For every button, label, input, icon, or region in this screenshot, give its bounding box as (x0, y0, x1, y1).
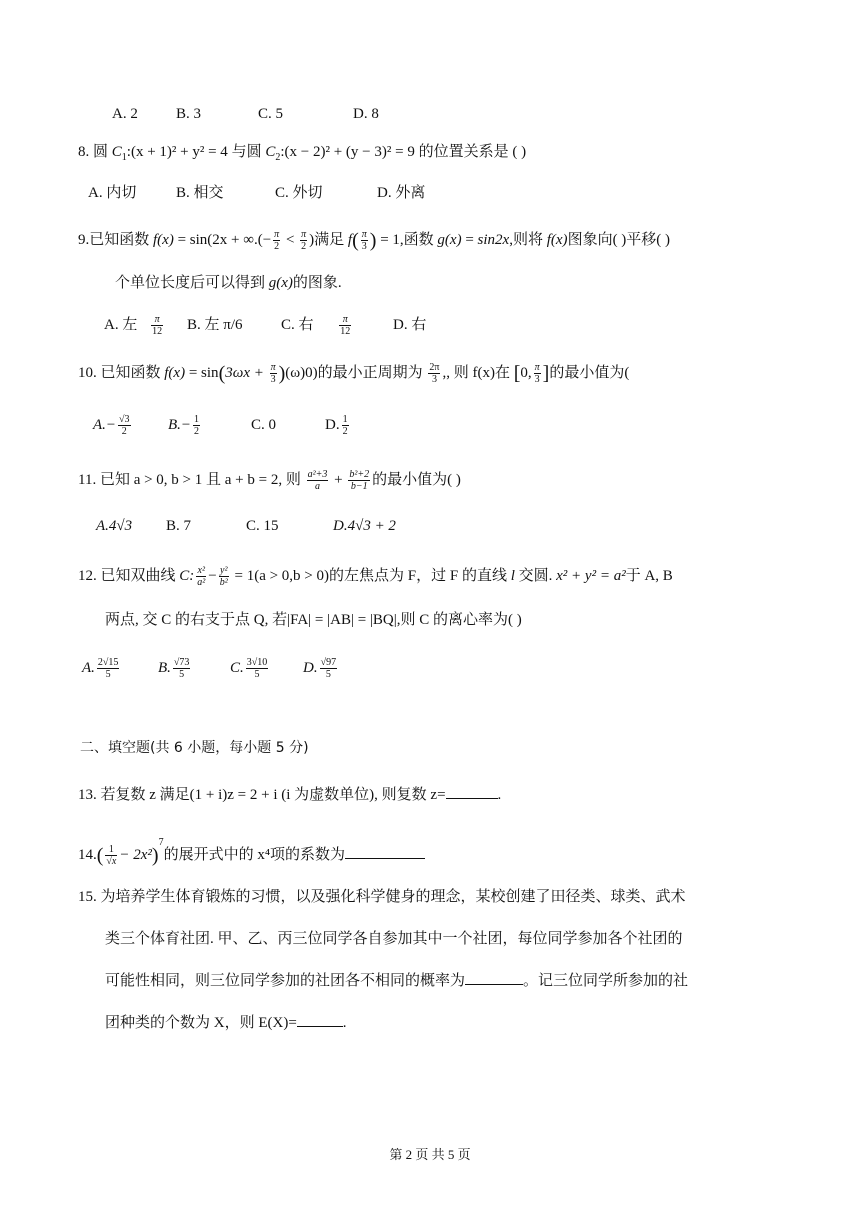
q9-text-2: = sin(2x + ∞.(− (173, 232, 272, 248)
q9-lt: < (282, 232, 299, 248)
q12-l: l (510, 568, 515, 584)
question-13 (78, 784, 501, 806)
q10-opt-b-num: 1 (194, 414, 200, 426)
q11-text-2: 的最小值为( ) (372, 472, 461, 488)
q9-text: 9.已知函数 (78, 232, 154, 248)
q9-option-c-frac (339, 314, 351, 337)
q15-line-2: 类三个体育社团. 甲、乙、丙三位同学各自参加其中一个社团，每位同学参加各个社团的 (105, 931, 683, 947)
q10-frac-num: π (270, 362, 276, 374)
q12-frac-y (219, 565, 229, 588)
q12-opt-d-frac (320, 657, 338, 680)
q12-opt-c-frac (246, 657, 269, 680)
q15-line-4 (105, 1012, 347, 1034)
q12-opt-b-frac (173, 657, 191, 680)
q9-paren-close: ) (369, 229, 377, 252)
q9-paren-open: ( (352, 229, 359, 252)
q7-option-d: D. 8 (353, 106, 379, 122)
q10-opt-d-num: 1 (342, 414, 348, 426)
q12-opt-a-num: 2√15 (97, 657, 119, 669)
q10-bracket-open: [ (513, 362, 521, 385)
q11-option-b: B. 7 (166, 518, 192, 534)
q10-int-den: 3 (534, 374, 540, 386)
q9-option-d: D. 右 (393, 317, 427, 333)
q9-line2-text: 个单位长度后可以得到 (115, 275, 269, 291)
q9-opt-c-num: π (342, 314, 348, 326)
q12-opt-d-label: D. (303, 660, 318, 676)
q9-opt-a-num: π (154, 314, 160, 326)
q10-period-num: 2π (429, 362, 440, 374)
q12-text-2: = 1(a > 0,b > 0)的左焦点为 F，过 F 的直线 (230, 568, 511, 584)
q9-frac-num: π (274, 229, 280, 241)
section-heading-fill-blank: 二、填空题(共 6 小题，每小题 5 分) (80, 740, 309, 756)
q9-text-3: )满足 (309, 232, 348, 248)
q8-text-mid: 与圆 (227, 144, 266, 160)
q12-text-4: 于 A, B (625, 568, 673, 584)
q10-frac-period (428, 362, 440, 385)
q10-option-a-frac (118, 414, 131, 437)
q9-f: f (347, 232, 353, 248)
q9-gx-2: g(x) (268, 275, 293, 291)
q14-label: 14. (78, 847, 97, 863)
q15-line4-text: 团种类的个数为 X，则 E(X)= (105, 1015, 297, 1031)
q8-option-c: C. 外切 (275, 185, 323, 201)
q12-a2: a² (197, 577, 206, 589)
q12-opt-b-num: √73 (173, 657, 190, 669)
q8-c2: C (265, 144, 276, 160)
q15-line-1: 15. 为培养学生体育锻炼的习惯，以及强化科学健身的理念，某校创建了田径类、球类、武术 (78, 889, 686, 905)
q15-line3-text: 可能性相同，则三位同学参加的社团各不相同的概率为 (105, 973, 466, 989)
q10-opt-a-den: 2 (121, 426, 127, 438)
q10-text: 10. 已知函数 (78, 365, 165, 381)
q12-opt-a-den: 5 (105, 669, 111, 681)
q13-answer-blank[interactable] (446, 784, 498, 799)
q9-option-b: B. 左 π/6 (187, 317, 243, 333)
q8-c2-sub: 2 (275, 152, 281, 163)
q15-probability-blank[interactable] (465, 970, 523, 985)
q12-opt-b-label: B. (158, 660, 171, 676)
q14-term: − 2x² (119, 847, 152, 863)
q10-option-b-label: B.− (168, 417, 192, 433)
q10-frac-pi-3 (270, 362, 277, 385)
q12-opt-c-label: C. (230, 660, 244, 676)
q10-zero: 0 (520, 365, 528, 381)
q10-text-3: ,, 则 f(x)在 (442, 365, 514, 381)
question-14 (78, 832, 425, 867)
q9-gx: g(x) (437, 232, 462, 248)
q12-frac-x (196, 565, 206, 588)
q9-frac-den-b: 2 (301, 241, 307, 253)
q9-frac-num-b: π (301, 229, 307, 241)
q9-frac-num-c: π (361, 229, 367, 241)
q10-option-a-label: A.− (93, 417, 117, 433)
q15-expectation-blank[interactable] (297, 1012, 343, 1027)
q10-int-num: π (534, 362, 540, 374)
q10-option-c: C. 0 (251, 417, 277, 433)
q9-option-a-frac (151, 314, 163, 337)
q14-answer-blank[interactable] (345, 844, 425, 859)
q9-frac-den-c: 3 (361, 241, 367, 253)
q12-c: C: (179, 568, 195, 584)
q11-frac1-num: a²+3 (307, 469, 328, 481)
q10-option-a (93, 414, 133, 437)
q10-bracket-close: ] (542, 362, 550, 385)
q11-frac-1 (307, 469, 329, 492)
q8-text-suffix: 的位置关系是 ( ) (414, 144, 527, 160)
q9-frac-pi-3 (361, 229, 368, 252)
q11-option-d: D.4√3 + 2 (333, 518, 396, 534)
q10-text-2: (ω)0)的最小正周期为 (285, 365, 427, 381)
q12-circle: x² + y² = a² (556, 568, 626, 584)
q14-paren-close: ) (151, 844, 159, 867)
q12-option-d (303, 657, 339, 680)
q10-opt-d-den: 2 (342, 426, 348, 438)
q9-option-c-label: C. 右 (281, 317, 314, 333)
q11-frac-2 (348, 469, 370, 492)
question-11 (78, 469, 461, 492)
q13-text: 13. 若复数 z 满足(1 + i)z = 2 + i (i 为虚数单位), 则复数 z= (78, 787, 446, 803)
q9-fx-2: f(x) (546, 232, 568, 248)
q9-option-c (281, 314, 353, 337)
q11-frac2-num: b²+2 (349, 469, 370, 481)
q9-text-7: 图象向( )平移( ) (567, 232, 671, 248)
q10-arg: 3ωx + (225, 365, 268, 381)
q9-frac-den: 2 (274, 241, 280, 253)
q12-y2: y² (220, 565, 228, 577)
q10-text-4: 的最小值为( (549, 365, 630, 381)
q10-frac-interval (534, 362, 541, 385)
q14-exponent: 7 (158, 837, 164, 848)
q10-option-d-label: D. (325, 417, 340, 433)
question-9 (78, 229, 670, 252)
q8-option-d: D. 外离 (377, 185, 426, 201)
q10-option-b-frac (193, 414, 200, 437)
q15-line4-end: . (342, 1015, 347, 1031)
q10-paren-close: ) (278, 362, 286, 385)
q8-c1: C (111, 144, 122, 160)
q11-option-a: A.4√3 (96, 518, 133, 534)
q8-option-a: A. 内切 (88, 185, 137, 201)
q15-line-3 (105, 970, 688, 992)
q11-frac1-den: a (314, 481, 320, 493)
q13-end: . (497, 787, 502, 803)
q8-c1-equation: :(x + 1)² + y² = 4 (126, 144, 228, 160)
q7-option-c: C. 5 (258, 106, 284, 122)
q12-option-b (158, 657, 192, 680)
q9-text-4: = 1,函数 (376, 232, 438, 248)
q8-c1-sub: 1 (121, 152, 127, 163)
question-12 (78, 565, 673, 588)
question-10: 10. 已知函数 f(x) = sin(3ωx + $\frac{\pi}{3}$ )(ω)0)的最小正周期为 $\frac{2\pi}{3}$ ,, 则 f(x)在 [0, $\frac{\pi}{3}$ ]的最小值为( (78, 362, 630, 386)
q10-fx: f(x) (164, 365, 186, 381)
q15-line3-end: 。记三位同学所参加的社 (523, 973, 689, 989)
q10-period-den: 3 (431, 374, 437, 386)
q10-opt-a-num: √3 (119, 414, 130, 426)
q12-x2: x² (197, 565, 205, 577)
q12-minus: − (208, 568, 217, 584)
q12-opt-c-den: 5 (254, 669, 260, 681)
q11-option-c: C. 15 (246, 518, 279, 534)
q9-frac-pi-2a (273, 229, 280, 252)
q12-opt-b-den: 5 (179, 669, 185, 681)
q10-option-b (168, 414, 202, 437)
q14-paren-open: ( (96, 844, 104, 867)
q11-frac2-den: b−1 (350, 481, 368, 493)
question-8 (78, 141, 526, 169)
q10-paren-open: ( (218, 362, 226, 385)
q8-c2-equation: :(x − 2)² + (y − 3)² = 9 (280, 144, 415, 160)
q11-plus: + (330, 472, 347, 488)
q9-eq: = (461, 232, 478, 248)
q10-opt-b-den: 2 (194, 426, 200, 438)
q12-option-c (230, 657, 270, 680)
q14-text: 的展开式中的 x⁴项的系数为 (163, 847, 346, 863)
q12-b2: b² (219, 577, 228, 589)
q12-line-2: 两点, 交 C 的右支于点 Q, 若|FA| = |AB| = |BQ|,则 C 的离心率为( ) (105, 612, 522, 628)
q14-frac (105, 844, 117, 867)
q9-line2-end: 的图象. (292, 275, 342, 291)
q8-option-b: B. 相交 (176, 185, 224, 201)
q12-text-3: 交圆. (514, 568, 557, 584)
q12-opt-d-den: 5 (325, 669, 331, 681)
q9-text-6: ,则将 (509, 232, 547, 248)
q9-option-a (104, 314, 165, 337)
q14-frac-num: 1 (105, 844, 117, 856)
q10-option-d-frac (342, 414, 349, 437)
q10-sin: = sin (185, 365, 219, 381)
page-number-footer: 第 2 页 共 5 页 (389, 1147, 471, 1162)
q9-opt-c-den: 12 (340, 326, 351, 338)
q12-opt-a-frac (97, 657, 120, 680)
q12-opt-a-label: A. (82, 660, 95, 676)
q12-option-a (82, 657, 121, 680)
q8-text: 8. 圆 (78, 144, 112, 160)
q9-sin2x: sin2x (477, 232, 510, 248)
q9-line-2 (115, 272, 342, 294)
q9-frac-pi-2b (300, 229, 307, 252)
q7-option-b: B. 3 (176, 106, 202, 122)
q9-fx: f(x) (153, 232, 174, 248)
q12-opt-d-num: √97 (320, 657, 337, 669)
q9-option-a-label: A. 左 (104, 317, 138, 333)
q14-frac-den: √x (106, 856, 117, 868)
q12-opt-c-num: 3√10 (246, 657, 268, 669)
q10-option-d (325, 414, 351, 437)
q11-text: 11. 已知 a > 0, b > 1 且 a + b = 2, 则 (78, 472, 305, 488)
q7-option-a: A. 2 (112, 106, 138, 122)
q9-opt-a-den: 12 (152, 326, 163, 338)
q12-text: 12. 已知双曲线 (78, 568, 180, 584)
q10-frac-den: 3 (270, 374, 276, 386)
